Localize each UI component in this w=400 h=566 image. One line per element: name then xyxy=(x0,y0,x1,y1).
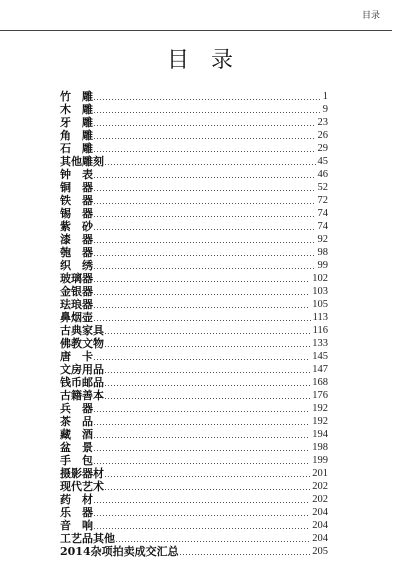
dot-leader xyxy=(105,324,311,337)
dot-leader xyxy=(94,272,310,285)
toc-entry xyxy=(60,532,328,545)
toc-entry-page-number: 194 xyxy=(312,429,328,440)
toc-entry xyxy=(60,467,328,480)
toc-entry-title: 珐琅器 xyxy=(60,298,93,311)
toc-entry-title: 铁 器 xyxy=(60,194,93,207)
toc-entry-title: 竹 雕 xyxy=(60,90,93,103)
toc-entry-title: 唐 卡 xyxy=(60,350,93,363)
toc-entry-page-number: 26 xyxy=(317,130,328,141)
table-of-contents xyxy=(60,90,328,558)
dot-leader xyxy=(94,90,321,103)
toc-entry-title: 2014杂项拍卖成交汇总 xyxy=(60,545,179,558)
toc-entry xyxy=(60,350,328,363)
toc-entry-title: 匏 器 xyxy=(60,246,93,259)
toc-entry-page-number: 74 xyxy=(317,208,328,219)
header-rule xyxy=(0,30,392,31)
dot-leader xyxy=(94,116,316,129)
dot-leader xyxy=(94,194,316,207)
dot-leader xyxy=(116,532,310,545)
toc-entry-title: 锡 器 xyxy=(60,207,93,220)
toc-entry-title: 盆 景 xyxy=(60,441,93,454)
toc-entry xyxy=(60,246,328,259)
page-title: 目 录 xyxy=(166,48,233,73)
toc-entry xyxy=(60,194,328,207)
toc-entry-title: 鼻烟壶 xyxy=(60,311,93,324)
toc-entry-title: 古典家具 xyxy=(60,324,104,337)
toc-entry-page-number: 92 xyxy=(317,234,328,245)
toc-entry-title: 木 雕 xyxy=(60,103,93,116)
toc-entry xyxy=(60,259,328,272)
toc-entry xyxy=(60,480,328,493)
toc-entry-title: 藏 酒 xyxy=(60,428,93,441)
dot-leader xyxy=(94,506,310,519)
toc-entry-page-number: 202 xyxy=(312,481,328,492)
toc-entry-page-number: 168 xyxy=(312,377,328,388)
dot-leader xyxy=(94,259,316,272)
toc-entry xyxy=(60,506,328,519)
toc-entry xyxy=(60,298,328,311)
dot-leader xyxy=(94,220,316,233)
toc-entry-page-number: 113 xyxy=(312,312,328,323)
dot-leader xyxy=(94,350,310,363)
toc-entry-page-number: 52 xyxy=(317,182,328,193)
toc-entry-page-number: 192 xyxy=(312,403,328,414)
toc-entry xyxy=(60,168,328,181)
toc-entry-page-number: 9 xyxy=(322,104,328,115)
toc-entry xyxy=(60,90,328,103)
toc-entry-title: 钟 表 xyxy=(60,168,93,181)
dot-leader xyxy=(94,493,310,506)
toc-entry-page-number: 204 xyxy=(312,507,328,518)
toc-entry-title: 钱币邮品 xyxy=(60,376,104,389)
toc-entry-title: 角 雕 xyxy=(60,129,93,142)
toc-entry xyxy=(60,324,328,337)
toc-entry-page-number: 116 xyxy=(312,325,328,336)
toc-entry-page-number: 147 xyxy=(312,364,328,375)
dot-leader xyxy=(105,376,310,389)
toc-entry-page-number: 102 xyxy=(312,273,328,284)
toc-entry xyxy=(60,454,328,467)
toc-entry xyxy=(60,519,328,532)
toc-entry-title: 兵 器 xyxy=(60,402,93,415)
toc-entry-title: 音 响 xyxy=(60,519,93,532)
toc-entry-title: 金银器 xyxy=(60,285,93,298)
toc-entry-page-number: 46 xyxy=(317,169,328,180)
toc-entry-title: 手 包 xyxy=(60,454,93,467)
toc-entry xyxy=(60,155,328,168)
toc-entry xyxy=(60,311,328,324)
toc-entry-title: 现代艺术 xyxy=(60,480,104,493)
toc-entry-page-number: 205 xyxy=(312,546,328,557)
toc-entry-page-number: 45 xyxy=(317,156,328,167)
toc-entry-page-number: 72 xyxy=(317,195,328,206)
toc-entry-title: 织 绣 xyxy=(60,259,93,272)
dot-leader xyxy=(105,467,310,480)
dot-leader xyxy=(94,311,311,324)
toc-entry xyxy=(60,402,328,415)
toc-entry xyxy=(60,389,328,402)
toc-entry xyxy=(60,285,328,298)
dot-leader xyxy=(94,129,316,142)
dot-leader xyxy=(105,155,316,168)
toc-entry-title: 乐 器 xyxy=(60,506,93,519)
toc-entry xyxy=(60,363,328,376)
toc-entry-page-number: 192 xyxy=(312,416,328,427)
toc-entry-title: 药 材 xyxy=(60,493,93,506)
running-title: 目录 xyxy=(361,11,380,21)
dot-leader xyxy=(180,545,311,558)
dot-leader xyxy=(94,168,316,181)
toc-entry xyxy=(60,493,328,506)
toc-entry xyxy=(60,181,328,194)
toc-entry xyxy=(60,441,328,454)
toc-entry-page-number: 204 xyxy=(312,533,328,544)
dot-leader xyxy=(105,337,310,350)
toc-entry-title: 铜 器 xyxy=(60,181,93,194)
toc-entry-page-number: 74 xyxy=(317,221,328,232)
toc-entry-title: 紫 砂 xyxy=(60,220,93,233)
dot-leader xyxy=(105,480,310,493)
dot-leader xyxy=(94,415,310,428)
toc-entry-page-number: 145 xyxy=(312,351,328,362)
dot-leader xyxy=(105,389,310,402)
toc-entry-title: 石 雕 xyxy=(60,142,93,155)
toc-entry-page-number: 99 xyxy=(317,260,328,271)
toc-entry-page-number: 103 xyxy=(312,286,328,297)
dot-leader xyxy=(94,142,316,155)
toc-entry-page-number: 201 xyxy=(312,468,328,479)
toc-entry xyxy=(60,142,328,155)
toc-entry-title: 漆 器 xyxy=(60,233,93,246)
toc-entry-title: 玻璃器 xyxy=(60,272,93,285)
toc-entry-page-number: 1 xyxy=(322,91,328,102)
toc-entry-title: 工艺品其他 xyxy=(60,532,115,545)
dot-leader xyxy=(94,246,316,259)
dot-leader xyxy=(94,103,321,116)
dot-leader xyxy=(94,454,310,467)
toc-entry-title: 茶 品 xyxy=(60,415,93,428)
toc-entry-title: 文房用品 xyxy=(60,363,104,376)
toc-entry xyxy=(60,428,328,441)
dot-leader xyxy=(94,181,316,194)
toc-entry-page-number: 98 xyxy=(317,247,328,258)
toc-entry xyxy=(60,415,328,428)
dot-leader xyxy=(105,363,310,376)
toc-entry-page-number: 202 xyxy=(312,494,328,505)
dot-leader xyxy=(94,298,310,311)
toc-entry-page-number: 204 xyxy=(312,520,328,531)
dot-leader xyxy=(94,285,310,298)
toc-entry-title: 其他雕刻 xyxy=(60,155,104,168)
toc-entry-title: 古籍善本 xyxy=(60,389,104,402)
dot-leader xyxy=(94,233,316,246)
dot-leader xyxy=(94,441,310,454)
toc-entry-title: 佛教文物 xyxy=(60,337,104,350)
toc-entry xyxy=(60,207,328,220)
toc-entry-title: 摄影器材 xyxy=(60,467,104,480)
toc-entry xyxy=(60,545,328,558)
toc-entry-page-number: 105 xyxy=(312,299,328,310)
toc-entry-page-number: 199 xyxy=(312,455,328,466)
toc-entry-page-number: 133 xyxy=(312,338,328,349)
toc-entry xyxy=(60,220,328,233)
dot-leader xyxy=(94,402,310,415)
toc-entry xyxy=(60,116,328,129)
toc-entry-page-number: 176 xyxy=(312,390,328,401)
toc-entry-page-number: 198 xyxy=(312,442,328,453)
toc-entry-page-number: 23 xyxy=(317,117,328,128)
dot-leader xyxy=(94,519,310,532)
toc-entry-page-number: 29 xyxy=(317,143,328,154)
toc-entry xyxy=(60,129,328,142)
toc-entry xyxy=(60,337,328,350)
toc-entry xyxy=(60,272,328,285)
toc-entry xyxy=(60,103,328,116)
toc-entry-title: 牙 雕 xyxy=(60,116,93,129)
dot-leader xyxy=(94,207,316,220)
dot-leader xyxy=(94,428,310,441)
toc-entry xyxy=(60,376,328,389)
toc-entry xyxy=(60,233,328,246)
